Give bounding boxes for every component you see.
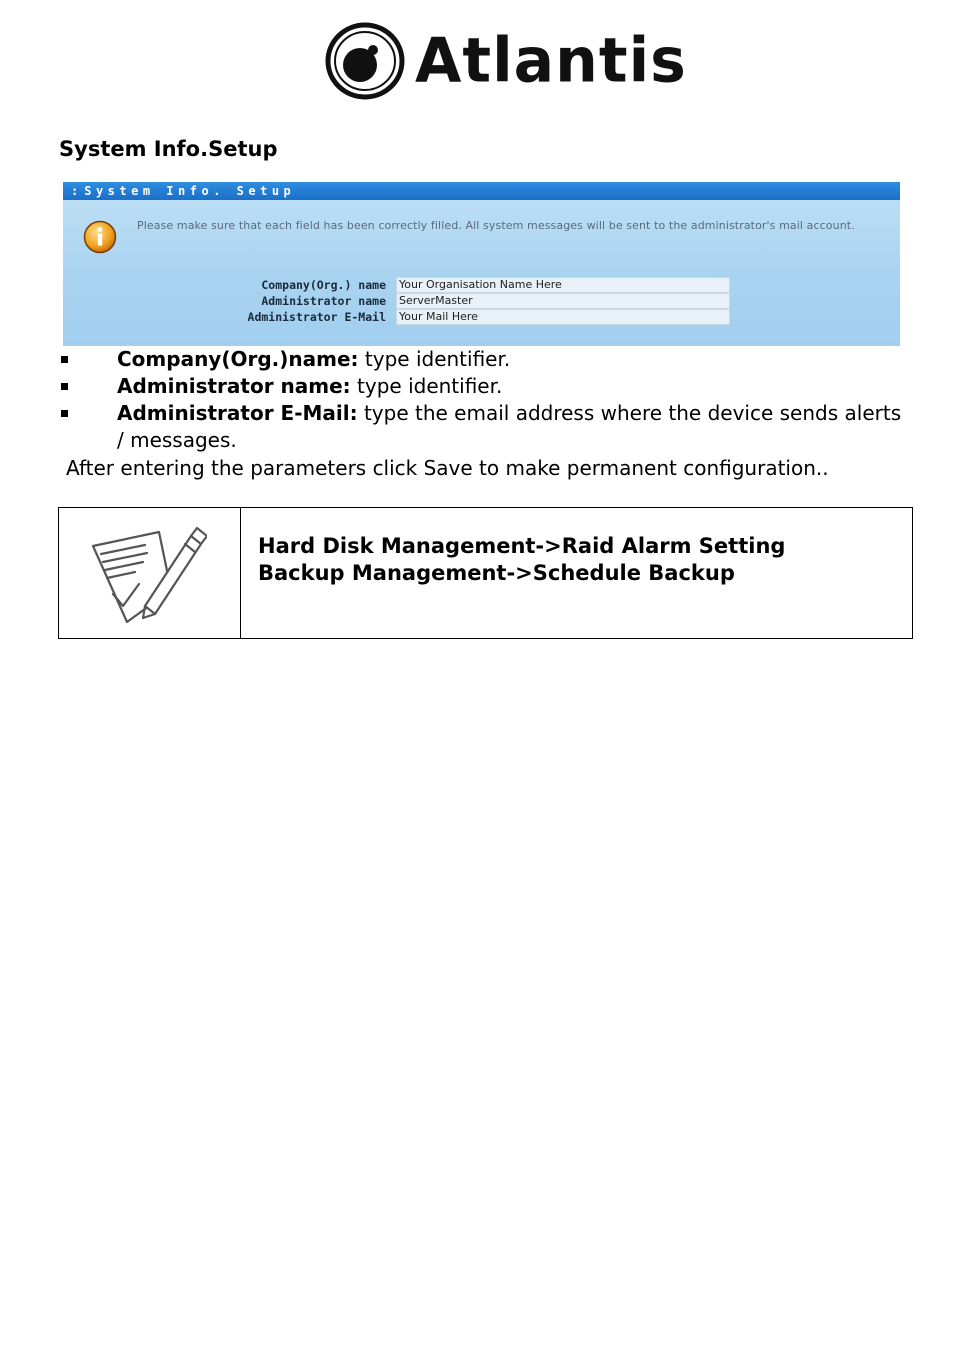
list-item xyxy=(60,373,910,400)
bullet-square-icon xyxy=(61,356,68,363)
bullet-square-icon xyxy=(61,383,68,390)
logo-brand-text: Atlantis xyxy=(415,25,687,97)
bullet-desc: type the email address where the device sends alerts / messages. xyxy=(117,401,902,452)
bullet-term: Administrator name: xyxy=(117,374,351,398)
admin-name-input[interactable]: ServerMaster xyxy=(396,293,730,309)
panel-header-dots: : xyxy=(71,184,79,198)
note-line-schedule-backup: Backup Management->Schedule Backup xyxy=(258,561,735,585)
admin-email-input[interactable]: Your Mail Here xyxy=(396,309,730,325)
panel-header-title: System Info. Setup xyxy=(84,184,296,198)
section-title: System Info.Setup xyxy=(59,137,278,161)
atlantis-logo xyxy=(325,20,687,102)
bullet-term: Company(Org.)name: xyxy=(117,347,359,371)
admin-name-row xyxy=(63,293,900,309)
panel-header xyxy=(63,182,900,200)
bullet-desc: type identifier. xyxy=(350,374,503,398)
note-line-raid-alarm: Hard Disk Management->Raid Alarm Setting xyxy=(258,534,786,558)
info-icon xyxy=(83,220,117,254)
company-name-input[interactable]: Your Organisation Name Here xyxy=(396,277,730,293)
bullet-term: Administrator E-Mail: xyxy=(117,401,358,425)
list-item xyxy=(60,346,910,373)
company-name-label: Company(Org.) name xyxy=(261,278,386,292)
system-info-setup-panel xyxy=(63,182,900,346)
note-text-cell xyxy=(241,508,785,638)
bullet-desc: type identifier. xyxy=(358,347,511,371)
panel-notice: Please make sure that each field has been correctly filled. All system messages will be sent to the administrator's mail account. xyxy=(137,219,855,232)
note-pencil-icon xyxy=(87,518,207,630)
admin-name-label: Administrator name xyxy=(261,294,386,308)
atlantis-logo-icon xyxy=(325,21,405,101)
note-box xyxy=(58,507,913,639)
list-item xyxy=(60,400,910,454)
note-icon-cell xyxy=(59,508,241,638)
admin-email-row xyxy=(63,309,900,325)
field-description-list xyxy=(60,346,910,454)
after-entering-text: After entering the parameters click Save to make permanent configuration.. xyxy=(66,456,829,480)
bullet-square-icon xyxy=(61,410,68,417)
company-name-row xyxy=(63,277,900,293)
admin-email-label: Administrator E-Mail xyxy=(247,310,386,324)
